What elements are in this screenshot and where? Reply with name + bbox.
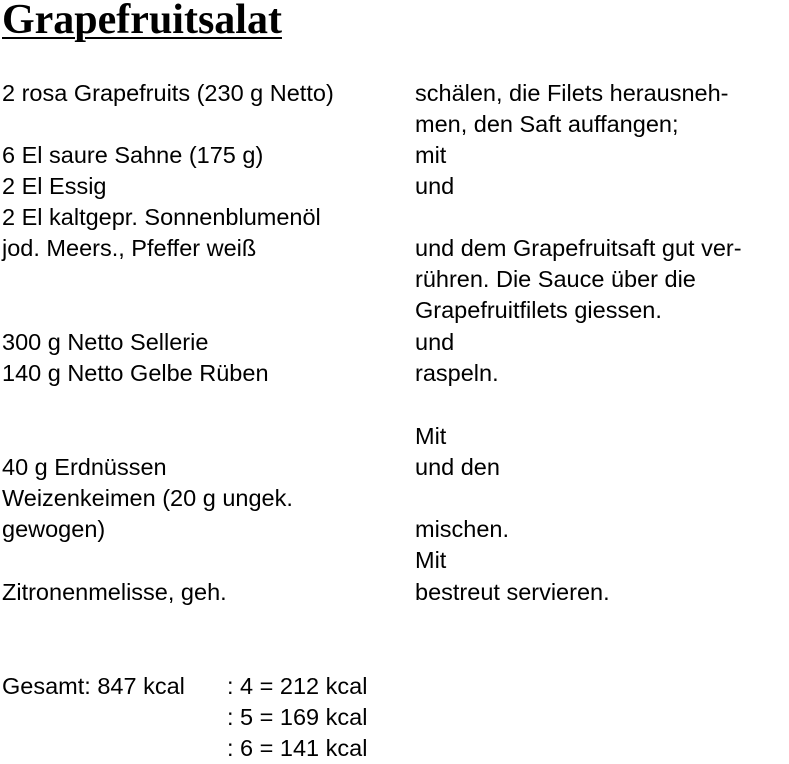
instruction-line: und — [415, 329, 455, 355]
ingredient-line: 6 El saure Sahne (175 g) — [2, 142, 264, 168]
calorie-total: Gesamt: 847 kcal — [2, 673, 185, 699]
ingredient-line: 40 g Erdnüssen — [2, 454, 167, 480]
instruction-line: raspeln. — [415, 360, 499, 386]
ingredient-line: 2 rosa Grapefruits (230 g Netto) — [2, 80, 334, 106]
ingredient-line: 2 El kaltgepr. Sonnenblumenöl — [2, 204, 321, 230]
instruction-line: Mit — [415, 423, 447, 449]
instruction-line: Grapefruitfilets giessen. — [415, 297, 662, 323]
calorie-per-portion: : 4 = 212 kcal — [227, 673, 368, 699]
instruction-line: Mit — [415, 547, 447, 573]
instruction-line: und — [415, 173, 455, 199]
instruction-line: rühren. Die Sauce über die — [415, 266, 696, 292]
instruction-line: bestreut servieren. — [415, 579, 610, 605]
ingredient-line: 2 El Essig — [2, 173, 107, 199]
ingredient-line: jod. Meers., Pfeffer weiß — [2, 235, 257, 261]
recipe-title: Grapefruitsalat — [2, 0, 282, 43]
calorie-per-portion: : 6 = 141 kcal — [227, 735, 368, 761]
calorie-per-portion: : 5 = 169 kcal — [227, 704, 368, 730]
instruction-line: men, den Saft auffangen; — [415, 111, 679, 137]
instruction-line: schälen, die Filets herausneh- — [415, 80, 729, 106]
ingredient-line: Zitronenmelisse, geh. — [2, 579, 227, 605]
instruction-line: mit — [415, 142, 447, 168]
ingredient-line: 300 g Netto Sellerie — [2, 329, 209, 355]
ingredient-line: 140 g Netto Gelbe Rüben — [2, 360, 269, 386]
ingredient-line: Weizenkeimen (20 g ungek. — [2, 485, 293, 511]
instruction-line: und den — [415, 454, 500, 480]
instruction-line: und dem Grapefruitsaft gut ver- — [415, 235, 742, 261]
ingredient-line: gewogen) — [2, 516, 106, 542]
instruction-line: mischen. — [415, 516, 510, 542]
